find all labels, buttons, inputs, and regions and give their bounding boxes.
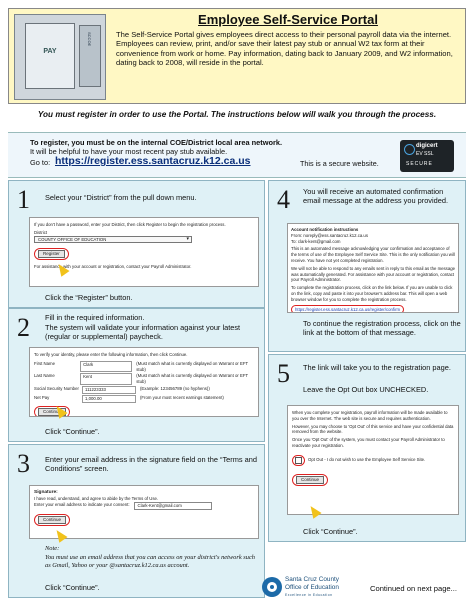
step-2-text-1: Fill in the required information. <box>45 313 145 322</box>
register-line-2: It will be helpful to have your most recent pay stub available. <box>30 147 228 156</box>
verify-field-input[interactable]: 1,000.00 <box>82 395 136 403</box>
registration-notice: You must register in order to use the Portal. The instructions below will walk you through the process. <box>37 110 437 119</box>
verify-field-input[interactable]: Kent <box>80 373 132 385</box>
register-button[interactable]: Register <box>38 250 65 258</box>
step-4-screenshot <box>287 223 459 313</box>
confirmation-link[interactable]: https://register.ess.santacruz.k12.ca.us/register/confirm <box>291 305 404 313</box>
step-1-panel <box>8 180 265 308</box>
continued-note: Continued on next page... <box>370 584 457 593</box>
step-1-text: Select your “District” from the pull down menu. <box>45 193 197 202</box>
step-5-caption: Click “Continue”. <box>303 527 358 536</box>
logo-tag: Excellence in Education <box>285 593 333 597</box>
continue-button[interactable]: Continue <box>38 516 66 524</box>
step-5-panel <box>268 354 466 542</box>
secure-site-text: This is a secure website. <box>300 159 379 168</box>
verify-field-hint: (Must match what is currently displayed on Warrant or EFT stub) <box>136 373 249 385</box>
badge-logo-icon <box>404 144 415 155</box>
continue-button[interactable]: Continue <box>38 408 66 416</box>
sccoe-logo <box>260 575 370 601</box>
step-5-screenshot <box>287 405 459 515</box>
kiosk-screen-text: PAY <box>43 48 57 55</box>
opt-out-body-2: However, you may choose to 'Opt Out' of this service and have your confidential data removed from the website. <box>292 423 454 435</box>
digicert-badge <box>400 140 454 172</box>
verify-form-row <box>34 395 254 403</box>
email-field[interactable]: Clark-Kent@gmail.com <box>134 502 212 510</box>
step-4-text: You will receive an automated confirmation email message at the address you provided. <box>303 187 449 206</box>
badge-brand: digicert <box>416 143 438 149</box>
badge-sub: EV SSL <box>416 151 434 157</box>
opt-out-body-1: When you complete your registration, payroll information will be made available to you over the Internet. The web site is secure and requires authentication. <box>292 410 448 421</box>
signature-label: Signature: <box>34 490 58 495</box>
district-select[interactable]: COUNTY OFFICE OF EDUCATION ▾ <box>34 236 192 244</box>
step-1-shot-district-label: District <box>34 229 48 235</box>
step-5-number: 5 <box>277 359 290 388</box>
step-1-number: 1 <box>17 185 30 214</box>
verify-form <box>34 361 254 403</box>
verify-form-row <box>34 373 254 385</box>
kiosk-slot-text: SCCOE <box>87 32 92 47</box>
step-2-panel <box>8 308 265 442</box>
verify-field-label: First Name <box>34 360 56 366</box>
step-2-caption: Click “Continue”. <box>45 427 100 436</box>
logo-line-1: Santa Cruz County <box>285 576 339 583</box>
verify-form-row <box>34 361 254 373</box>
verify-field-input[interactable]: Clark <box>80 361 132 373</box>
goto-label: Go to: <box>30 158 51 167</box>
step-5-text-1: The link will take you to the registration page. <box>303 363 451 372</box>
step-1-shot-intro: If you don't have a password, enter your District, then click Register to begin the registration process. <box>34 222 226 227</box>
step-4-number: 4 <box>277 185 290 214</box>
email-title: Account notification instructions <box>291 227 359 232</box>
logo-line-2: Office of Education <box>285 584 339 591</box>
email-body-1: This is an automated message acknowledging your confirmation and acceptance of the terms of use of the Employee Self Service Site. This is the only notification you will receive. You have not yet completed registration. <box>291 246 455 263</box>
verify-field-input[interactable]: 111223333 <box>82 386 136 394</box>
page-title: Employee Self-Service Portal <box>198 12 378 27</box>
verify-form-row <box>34 386 254 394</box>
step-2-shot-intro: To verify your identity, please enter the following information, then click Continue. <box>34 352 188 357</box>
step-3-text: Enter your email address in the signature field on the “Terms and Conditions” screen. <box>45 455 257 474</box>
register-url-link[interactable]: https://register.ess.santacruz.k12.ca.us <box>55 155 251 167</box>
intro-paragraph: The Self-Service Portal gives employees direct access to their personal payroll data via the internet. Employees can review, print, and/or save their latest pay stub or annual W2 tax form at their convenience from work or home. Pay information, dating back to January 2009, and W2 information, dating back to 2008, will reside in the portal. <box>116 30 453 68</box>
step-2-text-2: The system will validate your information against your latest (regular or supplemental) paycheck. <box>45 323 241 342</box>
email-body-2: We will not be able to respond to any emails sent in reply to this email as the message was automatically generated. For assistance with your account or registration, contact your Payroll Administrator. <box>291 265 456 283</box>
step-3-caption: Click “Continue”. <box>45 583 100 592</box>
verify-field-label: Net Pay <box>34 394 50 400</box>
signature-line-2: Enter your email address to indicate your consent: <box>34 502 130 508</box>
note-text: You must use an email address that you can access on your district's network such as Gmail, Yahoo or your @santacruz.k12.ca.us account. <box>45 554 255 569</box>
verify-field-hint: (Example: 123456789 (no hyphens)) <box>140 385 210 391</box>
verify-field-label: Social Security Number <box>34 385 79 391</box>
opt-out-checkbox[interactable] <box>295 457 302 464</box>
kiosk-screen <box>25 23 75 89</box>
email-to: To: clark-kent@gmail.com <box>291 238 341 244</box>
step-4-caption: To continue the registration process, click on the link at the bottom of that message. <box>303 319 461 338</box>
step-3-panel <box>8 444 265 598</box>
kiosk-slot <box>79 25 101 87</box>
opt-out-label: Opt Out - I do not wish to use the Employee Self Service Site. <box>308 457 426 463</box>
step-5-text-2: Leave the Opt Out box UNCHECKED. <box>303 385 429 394</box>
badge-secure: SECURE <box>406 161 433 167</box>
verify-field-label: Last Name <box>34 373 55 379</box>
sccoe-logo-icon <box>262 577 282 597</box>
note-label: Note: <box>45 545 60 552</box>
opt-out-body-3: Once you 'Opt Out' of the system, you must contact your Payroll Administrator to reactivate your registration. <box>292 437 445 448</box>
signature-line-1: I have read, understand, and agree to abide by the Terms of Use. <box>34 496 159 502</box>
kiosk-illustration <box>14 14 106 100</box>
email-from: From: noreply@ess.santacruz.k12.ca.us <box>291 232 368 238</box>
step-4-panel <box>268 180 466 352</box>
continue-button[interactable]: Continue <box>296 476 324 484</box>
step-1-screenshot <box>29 217 259 287</box>
email-body-3: To complete the registration process, click on the link below. If you are unable to click on the link, copy and paste it into your browser's address bar. This will open a web browser window for you to complete the registration process. <box>291 285 453 302</box>
register-line-1: To register, you must be on the internal COE/District local area network. <box>30 138 283 147</box>
verify-field-hint: (Must match what is currently displayed on Warrant or EFT stub) <box>136 360 249 372</box>
step-1-shot-footer: For assistance with your account or registration, contact your Payroll Administrator. <box>34 264 192 270</box>
verify-field-hint: (From your most recent earnings statement) <box>140 394 224 400</box>
step-2-number: 2 <box>17 313 30 342</box>
step-3-number: 3 <box>17 449 30 478</box>
step-1-caption: Click the “Register” button. <box>45 293 133 302</box>
